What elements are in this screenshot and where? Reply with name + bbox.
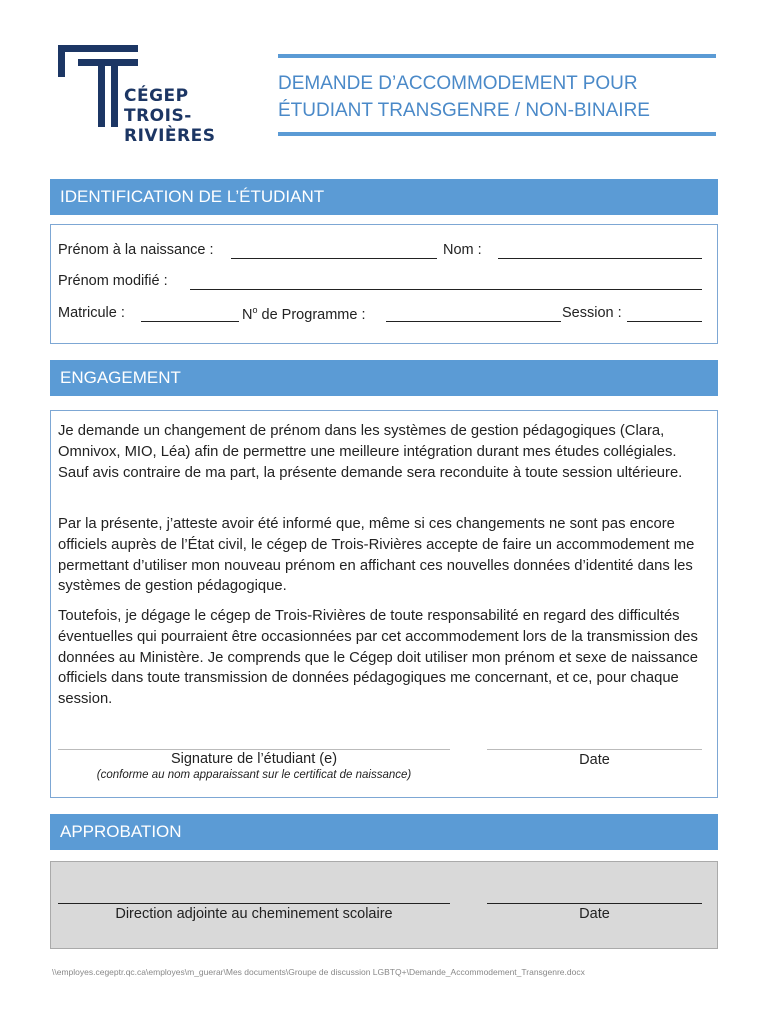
title-top-rule — [278, 54, 716, 58]
signature-label: Signature de l’étudiant (e) — [170, 751, 338, 767]
engagement-date-label: Date — [579, 752, 610, 768]
label-nom: Nom : — [443, 242, 482, 258]
section-header-approbation: APPROBATION — [50, 814, 718, 850]
footer-file-path: \\employes.cegeptr.qc.ca\employes\m_guerar\Mes documents\Groupe de discussion LGBTQ+\Demande_Accommodement_Transgenre.docx — [52, 967, 585, 977]
label-session: Session : — [562, 305, 622, 321]
direction-signature-line[interactable] — [58, 903, 450, 904]
approbation-date-label: Date — [579, 906, 610, 922]
direction-label: Direction adjointe au cheminement scolaire — [115, 906, 393, 922]
engagement-paragraph-1: Je demande un changement de prénom dans les systèmes de gestion pédagogiques (Clara, Omnivox, MIO, Léa) afin de permettre une meilleure intégration durant mes études collégiales. Sauf avis contraire de ma part, la présente demande sera reconduite à toute session ultérieure. — [58, 423, 683, 481]
engagement-paragraph-2: Par la présente, j’atteste avoir été informé que, même si ces changements ne sont pas encore officiels auprès de l’État civil, le cégep de Trois-Rivières accepte de faire un accommodement me permettant d’utiliser mon nouveau prénom en affichant ces nouvelles données d’identité dans les systèmes de gestion pédagogique. — [58, 516, 695, 595]
engagement-date-line[interactable] — [487, 749, 702, 750]
label-matricule: Matricule : — [58, 305, 125, 321]
label-prenom-modifie: Prénom modifié : — [58, 273, 168, 289]
signature-line[interactable] — [58, 749, 450, 750]
label-no-programme: $N^o$ de Programme : — [242, 305, 366, 323]
field-session[interactable] — [627, 321, 702, 322]
engagement-paragraph-3: Toutefois, je dégage le cégep de Trois-Rivières de toute responsabilité en regard des difficultés éventuelles qui pourraient être occasionnées par cet accommodement lors de la transmission des données au Ministère. Je comprends que le Cégep doit utiliser mon prénom et sexe de naissance officiels dans toute transmission de données pédagogiques me concernant, et ce, pour chaque session. — [58, 608, 698, 708]
title-bottom-rule — [278, 132, 716, 136]
approbation-box — [50, 861, 718, 949]
signature-note: (conforme au nom apparaissant sur le certificat de naissance) — [96, 769, 412, 781]
field-prenom-naissance[interactable] — [231, 258, 437, 259]
section-header-identification: IDENTIFICATION DE L’ÉTUDIANT — [50, 179, 718, 215]
field-nom[interactable] — [498, 258, 702, 259]
approbation-date-line[interactable] — [487, 903, 702, 904]
field-no-programme[interactable] — [386, 321, 561, 322]
logo-text: CÉGEP TROIS- RIVIÈRES — [124, 86, 216, 146]
field-prenom-modifie[interactable] — [190, 289, 702, 290]
field-matricule[interactable] — [141, 321, 239, 322]
label-prenom-naissance: Prénom à la naissance : — [58, 242, 214, 258]
page-title: DEMANDE D’ACCOMMODEMENT POUR ÉTUDIANT TRANSGENRE / NON-BINAIRE — [278, 73, 650, 121]
section-header-engagement: ENGAGEMENT — [50, 360, 718, 396]
